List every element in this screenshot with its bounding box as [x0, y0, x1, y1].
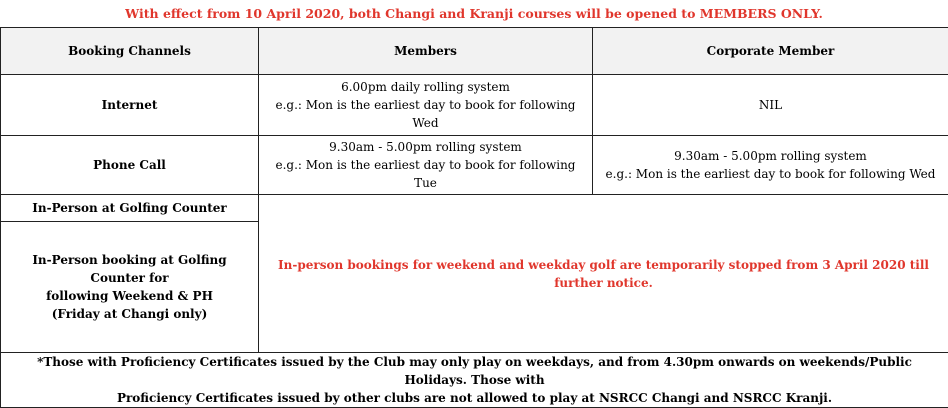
in-person-stopped-notice: In-person bookings for weekend and weekday golf are temporarily stopped from 3 April 2020 till further notice. [259, 195, 948, 353]
table-row-in-person-counter [1, 195, 948, 222]
phone-call-label: Phone Call [1, 136, 259, 195]
phone-members-example: e.g.: Mon is the earliest day to book for following Tue [265, 156, 586, 192]
internet-members-cell [259, 75, 593, 136]
phone-members-rule: 9.30am - 5.00pm rolling system [265, 138, 586, 156]
footnote-line2: Proficiency Certificates issued by other clubs are not allowed to play at NSRCC Changi and NSRCC Kranji. [7, 389, 942, 407]
in-person-counter-label: In-Person at Golfing Counter [1, 195, 259, 222]
header-members: Members [259, 28, 593, 75]
phone-corporate-cell [593, 136, 948, 195]
phone-corporate-rule: 9.30am - 5.00pm rolling system [599, 147, 942, 165]
booking-channels-table [0, 27, 948, 408]
in-person-weekend-line2: following Weekend & PH [7, 287, 252, 305]
table-row-phone-call [1, 136, 948, 195]
header-booking-channels: Booking Channels [1, 28, 259, 75]
header-corporate-member: Corporate Member [593, 28, 948, 75]
phone-corporate-example: e.g.: Mon is the earliest day to book for following Wed [599, 165, 942, 183]
in-person-weekend-line1: In-Person booking at Golfing Counter for [7, 251, 252, 287]
table-header-row [1, 28, 948, 75]
in-person-weekend-label [1, 222, 259, 353]
internet-corporate-cell: NIL [593, 75, 948, 136]
table-row-internet [1, 75, 948, 136]
internet-members-example: e.g.: Mon is the earliest day to book for following Wed [265, 96, 586, 132]
phone-members-cell [259, 136, 593, 195]
footnote-line1: *Those with Proficiency Certificates issued by the Club may only play on weekdays, and from 4.30pm onwards on weekends/Public Holidays. Those with [7, 353, 942, 389]
in-person-weekend-line3: (Friday at Changi only) [7, 305, 252, 323]
members-only-notice: With effect from 10 April 2020, both Changi and Kranji courses will be opened to MEMBERS ONLY. [0, 0, 948, 27]
internet-members-rule: 6.00pm daily rolling system [265, 78, 586, 96]
table-row-footnote [1, 353, 948, 408]
proficiency-footnote [1, 353, 948, 408]
internet-label: Internet [1, 75, 259, 136]
